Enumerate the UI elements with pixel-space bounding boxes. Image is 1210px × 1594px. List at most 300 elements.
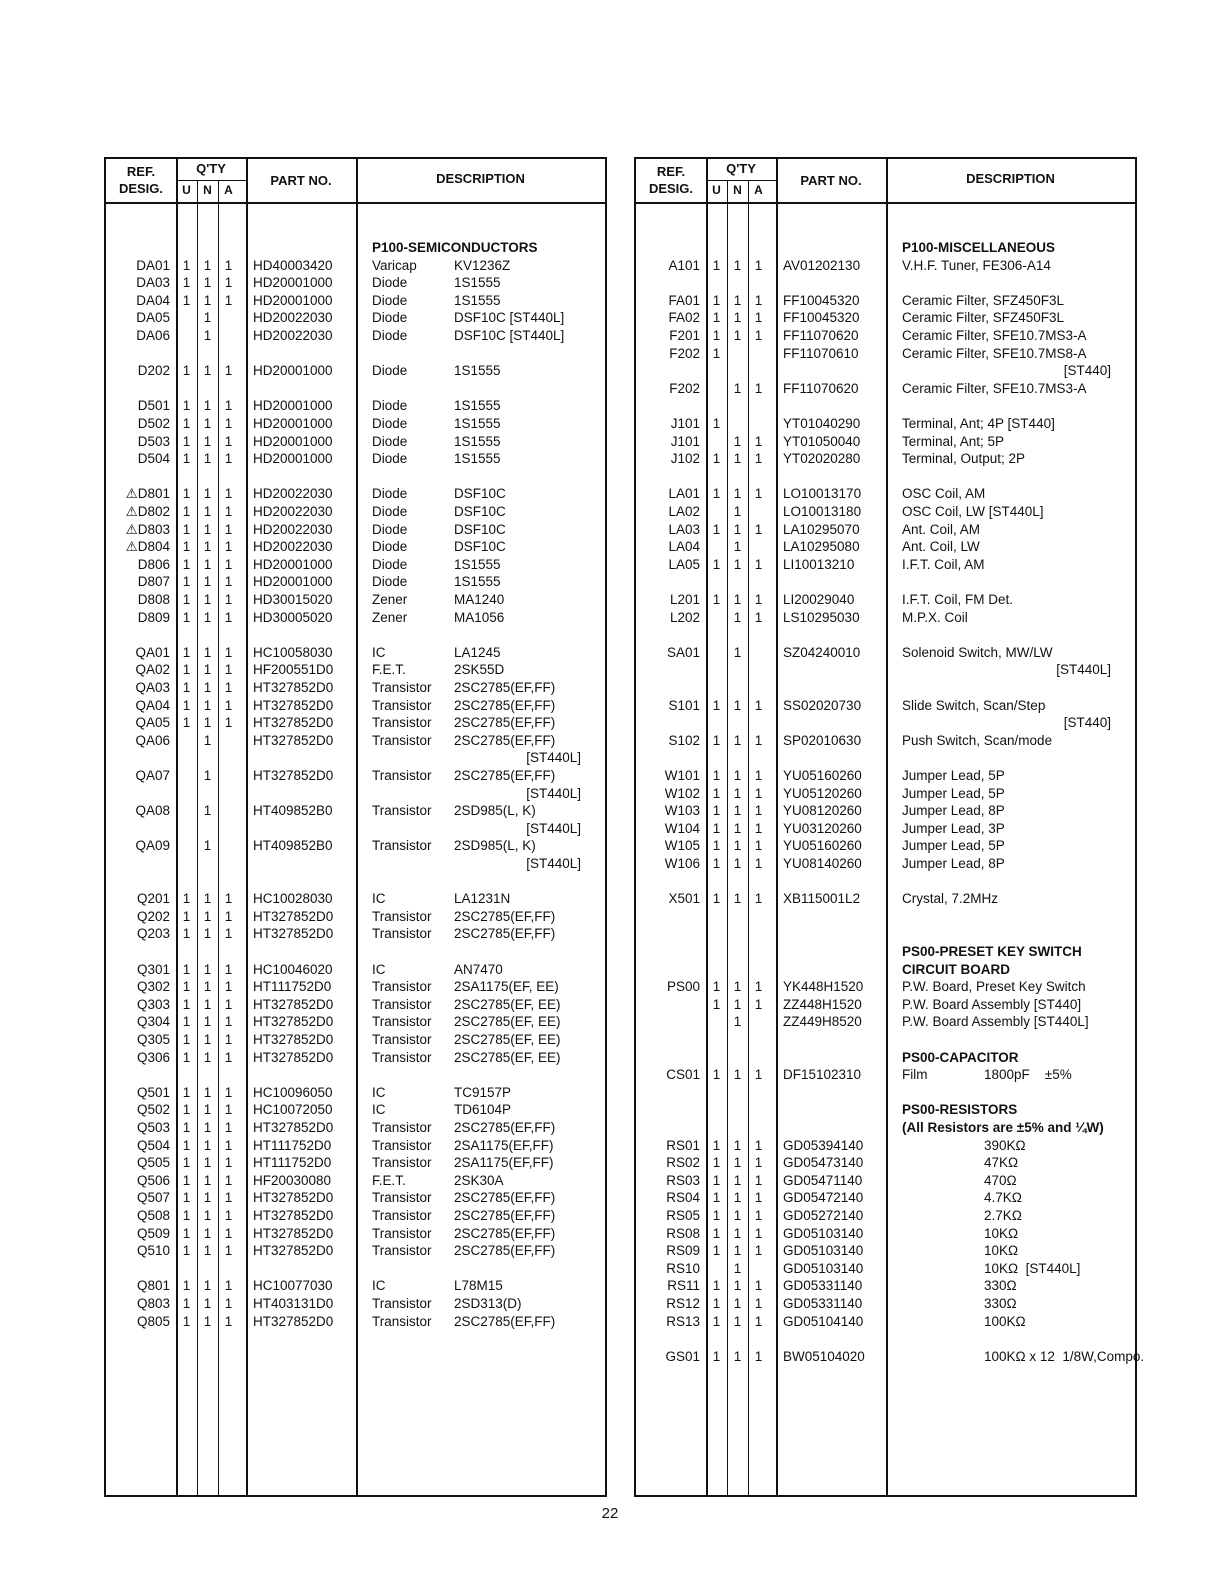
- part-number-cell: SS02020730: [783, 697, 862, 713]
- ref-cell: LA02: [668, 504, 700, 519]
- qty-n-cell: 1: [733, 609, 742, 625]
- qty-a-cell: 1: [224, 275, 233, 291]
- value-cell: 2SC2785(EF,FF): [454, 768, 556, 783]
- ref-cell: RS08: [666, 1225, 700, 1241]
- type-cell: Transistor: [372, 1296, 432, 1311]
- qty-n-cell: 1: [203, 1049, 212, 1065]
- description-cell: I.F.T. Coil, FM Det.: [902, 592, 1014, 607]
- ref-cell: CS01: [666, 1067, 700, 1083]
- part-number-cell: YK448H1520: [783, 979, 864, 995]
- qty-n-cell: 1: [203, 715, 212, 731]
- qty-a-cell: 1: [224, 1014, 233, 1030]
- part-number-cell: FF11070620: [783, 380, 859, 396]
- qty-a-cell: 1: [754, 838, 763, 854]
- qty-n-cell: 1: [733, 820, 742, 836]
- value-cell: 1S1555: [454, 363, 501, 379]
- qty-u-cell: 1: [182, 486, 191, 502]
- ref-cell: RS13: [666, 1313, 700, 1329]
- description-cell: P.W. Board, Preset Key Switch: [902, 979, 1086, 995]
- table-row: [106, 837, 605, 855]
- qty-u-cell: 1: [712, 292, 721, 308]
- section-heading: PS00-RESISTORS: [902, 1102, 1018, 1118]
- table-row: [106, 609, 605, 627]
- note-cell: [ST440]: [1063, 363, 1111, 379]
- table-row: [636, 380, 1135, 398]
- qty-n-cell: 1: [203, 979, 212, 995]
- table-row: [636, 1066, 1135, 1084]
- qty-n-cell: 1: [203, 1102, 212, 1118]
- qty-u-cell: 1: [712, 486, 721, 502]
- description-cell: Ceramic Filter, SFZ450F3L: [902, 310, 1065, 326]
- type-cell: Transistor: [372, 803, 432, 819]
- ref-cell: ⚠D801: [125, 486, 170, 502]
- qty-a-cell: 1: [754, 996, 763, 1012]
- qty-u-cell: 1: [182, 1049, 191, 1065]
- qty-n-cell: 1: [733, 292, 742, 308]
- table-row: [106, 327, 605, 345]
- ref-cell: Q502: [136, 1102, 170, 1118]
- table-row: [106, 1084, 605, 1102]
- qty-n-cell: 1: [733, 996, 742, 1012]
- ref-cell: LA04: [668, 539, 700, 555]
- qty-n-cell: 1: [733, 592, 742, 607]
- qty-n-cell: 1: [203, 504, 212, 519]
- section-heading-row: [106, 239, 605, 257]
- type-cell: Diode: [372, 574, 408, 590]
- type-cell: IC: [372, 891, 386, 907]
- ref-cell: DA05: [136, 310, 170, 326]
- qty-u-cell: 1: [712, 310, 721, 326]
- table-row: [106, 732, 605, 750]
- qty-n-cell: 1: [203, 1155, 212, 1171]
- qty-a-cell: 1: [224, 1278, 233, 1294]
- qty-u-cell: 1: [182, 697, 191, 713]
- qty-u-cell: 1: [182, 1313, 191, 1329]
- part-number-cell: HT327852D0: [253, 1190, 334, 1206]
- qty-n-cell: 1: [203, 539, 212, 555]
- part-number-cell: HT327852D0: [253, 1049, 334, 1065]
- qty-a-cell: 1: [224, 451, 233, 467]
- qty-u-cell: 1: [182, 574, 191, 590]
- description-cell: OSC Coil, LW [ST440L]: [902, 504, 1044, 519]
- qty-a-cell: 1: [754, 1172, 763, 1188]
- value-cell: 2SC2785(EF,FF): [454, 680, 556, 695]
- qty-a-cell: 1: [754, 1208, 763, 1223]
- description-cell: Jumper Lead, 5P: [902, 785, 1005, 801]
- qty-u-cell: 1: [712, 1278, 721, 1294]
- qty-a-cell: 1: [224, 1084, 233, 1100]
- part-number-cell: HC10096050: [253, 1084, 333, 1100]
- ref-cell: Q305: [136, 1032, 170, 1047]
- description-cell: Terminal, Ant; 5P: [902, 433, 1005, 449]
- page-number: 22: [601, 1505, 619, 1522]
- value-cell: 2SC2785(EF,FF): [454, 908, 556, 924]
- qty-u-cell: 1: [712, 768, 721, 783]
- ref-cell: SA01: [666, 644, 700, 660]
- table-row: [636, 802, 1135, 820]
- qty-u-cell: 1: [182, 680, 191, 695]
- table-row: [636, 609, 1135, 627]
- table-row: [636, 556, 1135, 574]
- value-cell: TC9157P: [454, 1084, 512, 1100]
- type-cell: Transistor: [372, 732, 432, 748]
- qty-u-cell: 1: [712, 838, 721, 854]
- part-number-cell: HD20001000: [253, 363, 333, 379]
- type-cell: Diode: [372, 539, 408, 555]
- qty-a-cell: 1: [224, 1225, 233, 1241]
- qty-n-cell: 1: [733, 644, 742, 660]
- table-row: [106, 521, 605, 539]
- table-row: [106, 362, 605, 380]
- part-number-cell: HT327852D0: [253, 996, 334, 1012]
- qty-u-cell: 1: [182, 556, 191, 572]
- part-number-cell: HD20001000: [253, 292, 333, 308]
- table-row: [636, 1154, 1135, 1172]
- ref-cell: W101: [664, 768, 700, 783]
- type-cell: Transistor: [372, 1014, 432, 1030]
- qty-n-cell: 1: [733, 1296, 742, 1311]
- part-number-cell: SZ04240010: [783, 644, 861, 660]
- part-number-cell: HF20030080: [253, 1172, 332, 1188]
- part-number-cell: HT327852D0: [253, 1014, 334, 1030]
- qty-n-cell: 1: [203, 363, 212, 379]
- header-divider: [106, 202, 605, 204]
- part-number-cell: HT111752D0: [253, 979, 332, 995]
- part-number-cell: LI20029040: [783, 592, 855, 607]
- qty-n-cell: 1: [203, 521, 212, 537]
- qty-n-cell: 1: [733, 1067, 742, 1083]
- part-number-cell: GD05103140: [783, 1260, 864, 1276]
- section-heading-row: [636, 1101, 1135, 1119]
- qty-u-cell: 1: [182, 398, 191, 414]
- qty-u-cell: 1: [182, 1296, 191, 1311]
- section-heading-row: [636, 961, 1135, 979]
- value-cell: 10KΩ [ST440L]: [984, 1260, 1081, 1276]
- ref-cell: L201: [669, 592, 700, 607]
- qty-n-cell: 1: [733, 1014, 742, 1030]
- table-row: [106, 415, 605, 433]
- value-cell: 2SA1175(EF,FF): [454, 1137, 554, 1153]
- ref-cell: RS03: [666, 1172, 700, 1188]
- table-row: [106, 996, 605, 1014]
- qty-a-cell: 1: [754, 803, 763, 819]
- type-cell: Zener: [372, 609, 408, 625]
- table-row: [106, 714, 605, 732]
- table-row: [636, 1295, 1135, 1313]
- table-row: [106, 925, 605, 943]
- qty-n-cell: 1: [203, 1313, 212, 1329]
- header-ref: REF. DESIG.: [648, 164, 694, 196]
- value-cell: 2SC2785(EF,FF): [454, 1208, 556, 1223]
- qty-a-cell: 1: [754, 785, 763, 801]
- part-number-cell: HT327852D0: [253, 926, 334, 942]
- qty-n-cell: 1: [203, 1296, 212, 1311]
- ref-cell: J101: [670, 433, 700, 449]
- table-row: [636, 591, 1135, 609]
- part-number-cell: HT327852D0: [253, 1032, 334, 1047]
- value-cell: LA1231N: [454, 891, 511, 907]
- qty-a-cell: 1: [224, 1049, 233, 1065]
- part-number-cell: HD20001000: [253, 398, 333, 414]
- value-cell: 10KΩ: [984, 1243, 1019, 1259]
- value-cell: LA1245: [454, 644, 501, 660]
- table-row: [636, 1242, 1135, 1260]
- qty-u-cell: 1: [182, 996, 191, 1012]
- qty-u-cell: 1: [712, 416, 721, 431]
- table-row: [106, 1031, 605, 1049]
- part-number-cell: SP02010630: [783, 732, 862, 748]
- value-cell: 2SC2785(EF,FF): [454, 1225, 556, 1241]
- ref-cell: QA03: [135, 680, 170, 695]
- qty-u-cell: 1: [712, 1225, 721, 1241]
- table-row: [636, 433, 1135, 451]
- part-number-cell: HD20001000: [253, 416, 333, 431]
- qty-n-cell: 1: [203, 961, 212, 977]
- type-cell: Transistor: [372, 1190, 432, 1206]
- qty-n-cell: 1: [733, 1137, 742, 1153]
- table-row: [106, 890, 605, 908]
- qty-n-cell: 1: [203, 1014, 212, 1030]
- value-cell: AN7470: [454, 961, 503, 977]
- table-row: [106, 591, 605, 609]
- part-number-cell: GD05103140: [783, 1225, 864, 1241]
- qty-a-cell: 1: [754, 1313, 763, 1329]
- ref-cell: L202: [669, 609, 700, 625]
- part-number-cell: HD20001000: [253, 451, 333, 467]
- qty-a-cell: 1: [224, 961, 233, 977]
- qty-n-cell: 1: [203, 926, 212, 942]
- qty-n-cell: 1: [203, 1032, 212, 1047]
- table-row: [106, 292, 605, 310]
- description-cell: Solenoid Switch, MW/LW: [902, 644, 1053, 660]
- qty-u-cell: 1: [182, 662, 191, 678]
- qty-n-cell: 1: [203, 275, 212, 291]
- ref-cell: F202: [669, 345, 700, 361]
- part-number-cell: HD40003420: [253, 257, 333, 273]
- type-cell: Transistor: [372, 1225, 432, 1241]
- value-cell: TD6104P: [454, 1102, 512, 1118]
- qty-n-cell: 1: [203, 398, 212, 414]
- value-cell: DSF10C: [454, 504, 506, 519]
- ref-cell: Q508: [136, 1208, 170, 1223]
- table-row: [106, 961, 605, 979]
- part-number-cell: HT327852D0: [253, 908, 334, 924]
- qty-a-cell: 1: [224, 398, 233, 414]
- part-number-cell: LS10295030: [783, 609, 860, 625]
- value-cell: MA1240: [454, 592, 505, 607]
- value-cell: 330Ω: [984, 1296, 1017, 1311]
- part-number-cell: HT327852D0: [253, 680, 334, 695]
- qty-a-cell: 1: [754, 1155, 763, 1171]
- qty-n-cell: 1: [203, 416, 212, 431]
- qty-n-cell: 1: [733, 1348, 742, 1364]
- qty-n-cell: 1: [203, 908, 212, 924]
- type-cell: Transistor: [372, 1120, 432, 1135]
- type-cell: Transistor: [372, 1243, 432, 1259]
- qty-a-cell: 1: [224, 1120, 233, 1135]
- part-number-cell: HD20001000: [253, 574, 333, 590]
- type-cell: Varicap: [372, 257, 417, 273]
- ref-cell: Q505: [136, 1155, 170, 1171]
- qty-u-cell: 1: [182, 1102, 191, 1118]
- qty-u-cell: 1: [712, 856, 721, 871]
- type-cell: Transistor: [372, 715, 432, 731]
- qty-u-cell: 1: [712, 1172, 721, 1188]
- description-cell: V.H.F. Tuner, FE306-A14: [902, 257, 1051, 273]
- value-cell: 330Ω: [984, 1278, 1017, 1294]
- table-row: [636, 538, 1135, 556]
- note-cell: [ST440L]: [526, 750, 581, 766]
- qty-u-cell: 1: [712, 697, 721, 713]
- qty-a-cell: 1: [754, 1190, 763, 1206]
- ref-cell: ⚠D802: [125, 504, 170, 519]
- type-cell: IC: [372, 644, 386, 660]
- qty-n-cell: 1: [203, 838, 212, 854]
- table-row: [636, 855, 1135, 873]
- qty-a-cell: 1: [754, 328, 763, 343]
- part-number-cell: YU05160260: [783, 768, 862, 783]
- value-cell: 1S1555: [454, 433, 501, 449]
- value-cell: 2SC2785(EF,FF): [454, 697, 556, 713]
- table-row: [636, 450, 1135, 468]
- qty-u-cell: 1: [712, 1208, 721, 1223]
- qty-u-cell: 1: [182, 363, 191, 379]
- qty-a-cell: 1: [224, 433, 233, 449]
- ref-cell: D806: [137, 556, 170, 572]
- qty-n-cell: 1: [203, 732, 212, 748]
- qty-n-cell: 1: [733, 1208, 742, 1223]
- qty-n-cell: 1: [733, 1225, 742, 1241]
- qty-n-cell: 1: [203, 292, 212, 308]
- qty-n-cell: 1: [203, 1084, 212, 1100]
- description-cell: Push Switch, Scan/mode: [902, 732, 1053, 748]
- qty-a-cell: 1: [224, 715, 233, 731]
- part-number-cell: YU08140260: [783, 856, 862, 871]
- qty-n-cell: 1: [733, 1155, 742, 1171]
- part-number-cell: ZZ449H8520: [783, 1014, 862, 1030]
- ref-cell: F201: [669, 328, 700, 343]
- qty-a-cell: 1: [754, 310, 763, 326]
- table-row: [636, 767, 1135, 785]
- qty-n-cell: 1: [203, 592, 212, 607]
- qty-u-cell: 1: [712, 1243, 721, 1259]
- header-description: DESCRIPTION: [966, 171, 1055, 186]
- table-row: [636, 785, 1135, 803]
- qty-u-cell: 1: [182, 1120, 191, 1135]
- qty-n-cell: 1: [203, 1137, 212, 1153]
- qty-u-cell: 1: [182, 1208, 191, 1223]
- header-n: N: [733, 183, 742, 197]
- type-cell: Diode: [372, 486, 408, 502]
- description-cell: Ceramic Filter, SFE10.7MS3-A: [902, 328, 1087, 343]
- qty-u-cell: 1: [182, 504, 191, 519]
- qty-n-cell: 1: [733, 1190, 742, 1206]
- qty-n-cell: 1: [733, 310, 742, 326]
- table-row: [106, 1313, 605, 1331]
- note-cell: [ST440L]: [526, 820, 581, 836]
- table-row: [636, 1313, 1135, 1331]
- qty-n-cell: 1: [203, 1172, 212, 1188]
- part-number-cell: YU08120260: [783, 803, 862, 819]
- qty-n-cell: 1: [733, 486, 742, 502]
- qty-u-cell: 1: [712, 556, 721, 572]
- part-number-cell: HT327852D0: [253, 1225, 334, 1241]
- type-cell: Transistor: [372, 768, 432, 783]
- part-number-cell: HC10077030: [253, 1278, 333, 1294]
- table-row: [106, 978, 605, 996]
- qty-n-cell: 1: [733, 1243, 742, 1259]
- description-cell: OSC Coil, AM: [902, 486, 986, 502]
- ref-cell: PS00: [666, 979, 700, 995]
- note-row: [106, 749, 605, 767]
- table-row: [636, 521, 1135, 539]
- qty-u-cell: 1: [712, 592, 721, 607]
- ref-cell: D502: [137, 416, 170, 431]
- qty-u-cell: 1: [712, 521, 721, 537]
- qty-a-cell: 1: [224, 1172, 233, 1188]
- qty-u-cell: 1: [182, 609, 191, 625]
- qty-n-cell: 1: [733, 768, 742, 783]
- ref-cell: DA04: [136, 292, 170, 308]
- value-cell: 2SK30A: [454, 1172, 504, 1188]
- qty-a-cell: 1: [224, 908, 233, 924]
- table-row: [636, 697, 1135, 715]
- qty-n-cell: 1: [733, 1260, 742, 1276]
- qty-n-cell: 1: [733, 1278, 742, 1294]
- qty-u-cell: 1: [182, 1084, 191, 1100]
- type-cell: Transistor: [372, 1032, 432, 1047]
- qty-n-cell: 1: [733, 539, 742, 555]
- qty-n-cell: 1: [203, 1243, 212, 1259]
- qty-n-cell: 1: [733, 451, 742, 467]
- part-number-cell: HT327852D0: [253, 1208, 334, 1223]
- qty-n-cell: 1: [733, 732, 742, 748]
- value-cell: 2SC2785(EF, EE): [454, 1049, 561, 1065]
- qty-u-cell: 1: [712, 785, 721, 801]
- ref-cell: DA01: [136, 257, 170, 273]
- part-number-cell: HT409852B0: [253, 803, 333, 819]
- type-cell: Transistor: [372, 1313, 432, 1329]
- qty-u-cell: 1: [712, 996, 721, 1012]
- type-cell: Transistor: [372, 1137, 432, 1153]
- part-number-cell: YU05120260: [783, 785, 862, 801]
- qty-a-cell: 1: [224, 539, 233, 555]
- qty-a-cell: 1: [224, 680, 233, 695]
- part-number-cell: LI10013210: [783, 556, 855, 572]
- qty-a-cell: 1: [754, 451, 763, 467]
- header-qty: Q'TY: [726, 161, 756, 176]
- value-cell: 2SD313(D): [454, 1296, 522, 1311]
- qty-n-cell: 1: [203, 1120, 212, 1135]
- qty-a-cell: 1: [224, 521, 233, 537]
- table-row: [106, 661, 605, 679]
- ref-cell: RS05: [666, 1208, 700, 1223]
- table-row: [106, 450, 605, 468]
- qty-a-cell: 1: [754, 1348, 763, 1364]
- qty-a-cell: 1: [224, 574, 233, 590]
- type-cell: Zener: [372, 592, 408, 607]
- qty-n-cell: 1: [203, 803, 212, 819]
- qty-a-cell: 1: [224, 1190, 233, 1206]
- value-cell: 390KΩ: [984, 1137, 1026, 1153]
- description-cell: Ant. Coil, LW: [902, 539, 980, 555]
- qty-a-cell: 1: [754, 856, 763, 871]
- note-row: [636, 661, 1135, 679]
- qty-a-cell: 1: [754, 592, 763, 607]
- ref-cell: FA02: [668, 310, 700, 326]
- part-number-cell: HC10028030: [253, 891, 333, 907]
- part-number-cell: DF15102310: [783, 1067, 862, 1083]
